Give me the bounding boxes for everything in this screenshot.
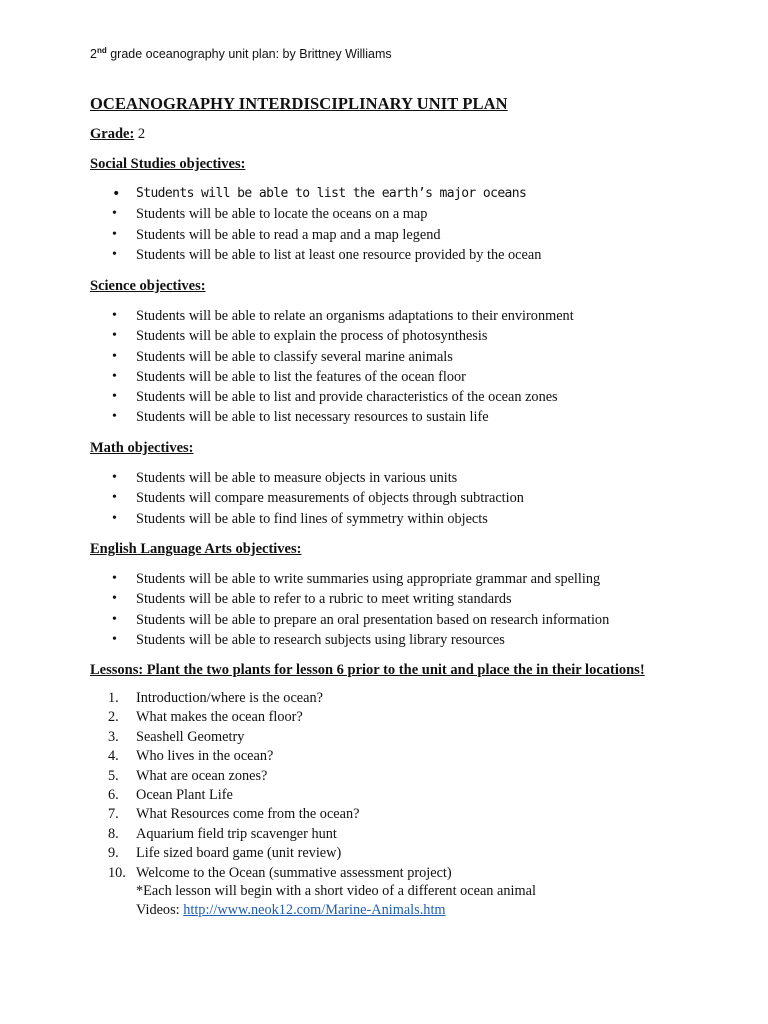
lesson-number: 1. bbox=[108, 690, 119, 706]
list-item: • Students will be able to locate the oceans on a map bbox=[112, 204, 541, 224]
list-item bbox=[108, 825, 452, 844]
lesson-title: Who lives in the ocean? bbox=[136, 748, 274, 765]
lesson-number: 9. bbox=[108, 845, 119, 862]
header-ordinal-suffix: nd bbox=[96, 46, 107, 55]
videos-line bbox=[136, 902, 446, 919]
list-item: • Students will be able to list the features of the ocean floor bbox=[112, 367, 574, 387]
math-list bbox=[112, 468, 524, 529]
list-item: • Students will be able to list necessary resources to sustain life bbox=[112, 407, 574, 427]
list-item bbox=[108, 767, 452, 786]
lesson-number: 10. bbox=[108, 864, 126, 881]
lesson-title: What are ocean zones? bbox=[136, 767, 268, 784]
grade-label: Grade: bbox=[90, 126, 135, 142]
list-item: • Students will be able to find lines of symmetry within objects bbox=[112, 509, 524, 529]
list-item: • Students will be able to read a map and a map legend bbox=[112, 225, 541, 245]
list-item: • Students will be able to list and provide characteristics of the ocean zones bbox=[112, 387, 574, 407]
list-item: • Students will be able to classify several marine animals bbox=[112, 347, 574, 367]
list-item bbox=[108, 689, 452, 708]
lesson-number: 7. bbox=[108, 806, 119, 823]
lesson-number: 8. bbox=[108, 825, 119, 842]
lesson-title: Welcome to the Ocean (summative assessment project) bbox=[136, 864, 452, 881]
lesson-title: Ocean Plant Life bbox=[136, 786, 233, 803]
header-text: grade oceanography unit plan: by Brittney Williams bbox=[106, 47, 392, 62]
list-item bbox=[108, 786, 452, 805]
list-item: • Students will be able to explain the process of photosynthesis bbox=[112, 326, 574, 346]
page-header bbox=[90, 46, 392, 61]
lesson-title: Life sized board game (unit review) bbox=[136, 845, 342, 862]
ela-list bbox=[112, 569, 609, 650]
lesson-number: 4. bbox=[108, 748, 119, 765]
lesson-title: What Resources come from the ocean? bbox=[136, 806, 360, 823]
list-item: • Students will be able to refer to a rubric to meet writing standards bbox=[112, 589, 609, 609]
social-studies-list bbox=[112, 184, 541, 265]
lesson-number: 6. bbox=[108, 786, 119, 803]
lesson-title: Aquarium field trip scavenger hunt bbox=[136, 825, 337, 842]
list-item bbox=[108, 728, 452, 747]
lesson-note: *Each lesson will begin with a short video of a different ocean animal bbox=[136, 883, 536, 899]
list-item: • Students will be able to write summaries using appropriate grammar and spelling bbox=[112, 569, 609, 589]
lesson-title: Introduction/where is the ocean? bbox=[136, 690, 323, 706]
social-studies-heading: Social Studies objectives: bbox=[90, 156, 246, 172]
header-ordinal: 2 bbox=[90, 47, 97, 62]
list-item bbox=[108, 844, 452, 863]
list-item: • Students will be able to list at least one resource provided by the ocean bbox=[112, 245, 541, 265]
lesson-number: 5. bbox=[108, 767, 119, 784]
list-item: • Students will be able to prepare an oral presentation based on research information bbox=[112, 610, 609, 630]
list-item bbox=[108, 747, 452, 766]
list-item: • Students will be able to research subjects using library resources bbox=[112, 630, 609, 650]
science-list bbox=[112, 306, 574, 428]
list-item: • Students will compare measurements of objects through subtraction bbox=[112, 488, 524, 508]
list-item bbox=[108, 864, 452, 883]
math-heading: Math objectives: bbox=[90, 440, 194, 456]
science-heading: Science objectives: bbox=[90, 278, 206, 294]
lessons-heading: Lessons: Plant the two plants for lesson 6 prior to the unit and place the in their locations! bbox=[90, 662, 645, 678]
list-item bbox=[108, 805, 452, 824]
list-item bbox=[108, 708, 452, 727]
ela-heading: English Language Arts objectives: bbox=[90, 541, 302, 557]
page-title: OCEANOGRAPHY INTERDISCIPLINARY UNIT PLAN bbox=[90, 94, 508, 113]
grade-line bbox=[90, 126, 145, 143]
lessons-list bbox=[108, 689, 452, 883]
videos-label: Videos: bbox=[136, 902, 184, 918]
list-item: • Students will be able to measure objects in various units bbox=[112, 468, 524, 488]
list-item: • Students will be able to list the earth’s major oceans bbox=[112, 184, 541, 204]
list-item: • Students will be able to relate an organisms adaptations to their environment bbox=[112, 306, 574, 326]
lesson-number: 2. bbox=[108, 709, 119, 726]
lesson-title: Seashell Geometry bbox=[136, 728, 245, 745]
videos-link[interactable]: http://www.neok12.com/Marine-Animals.htm bbox=[183, 902, 446, 918]
lesson-number: 3. bbox=[108, 728, 119, 745]
grade-value: 2 bbox=[134, 126, 146, 142]
lesson-title: What makes the ocean floor? bbox=[136, 709, 303, 726]
